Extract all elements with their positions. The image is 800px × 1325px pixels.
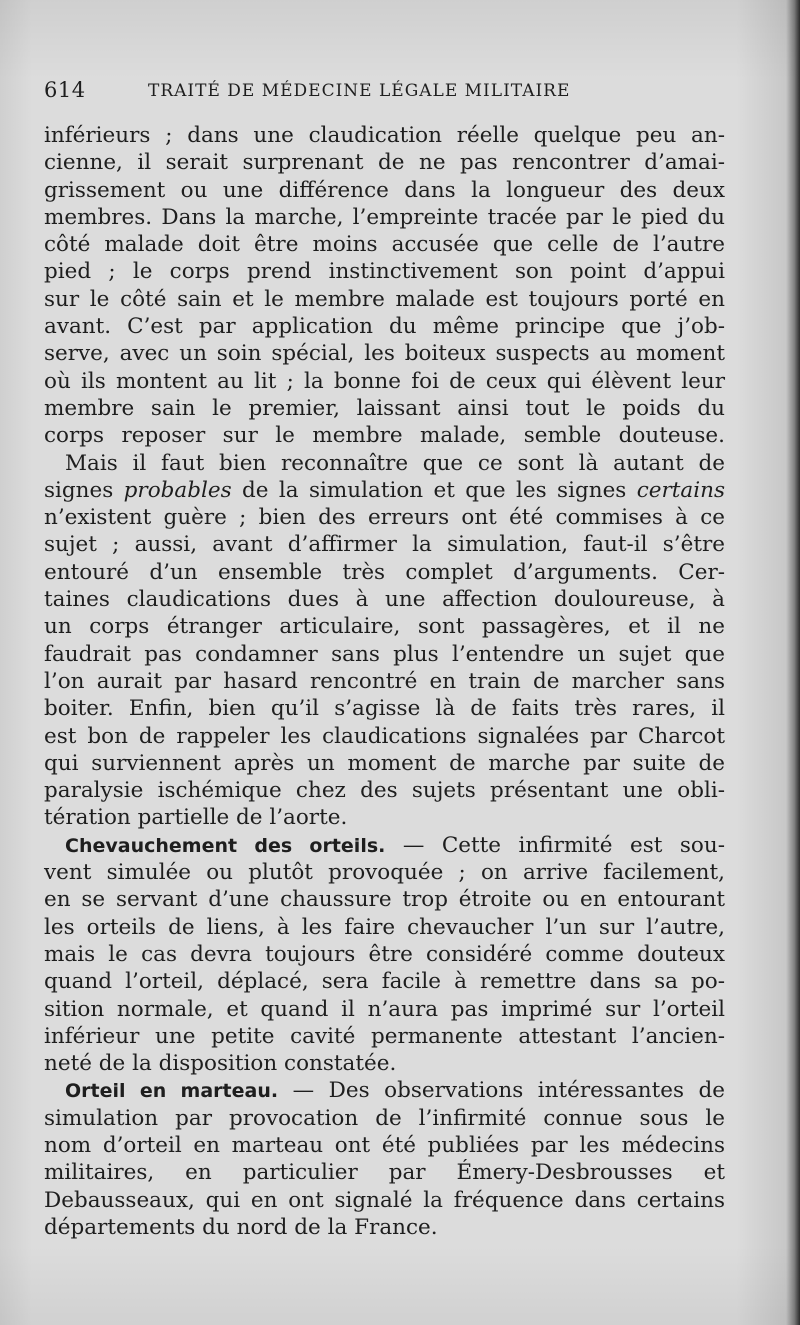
text-run: paralysie ischémique chez des sujets présentant une obli- [44,778,725,804]
text-run: membre sain le premier, laissant ainsi tout le poids du [44,395,725,421]
text-run: militaires, en particulier par Émery-Desbrousses et [44,1160,725,1186]
text-line [44,723,725,750]
text-line [44,204,725,231]
page-edge-shadow [786,0,800,1325]
text-run: tération partielle de l’aorte. [44,805,348,831]
text-run: boiter. Enfin, bien qu’il s’agisse là de faits très rares, il [44,696,725,722]
text-line [44,641,725,668]
text-line [44,1077,725,1104]
text-line [44,395,725,422]
text-run: sur le côté sain et le membre malade est toujours porté en [44,286,725,312]
text-line [44,695,725,722]
text-run: les orteils de liens, à les faire chevaucher l’un sur l’autre, [44,914,725,940]
text-run: où ils montent au lit ; la bonne foi de ceux qui élèvent leur [44,368,725,394]
text-line [44,968,725,995]
running-head: TRAITÉ DE MÉDECINE LÉGALE MILITAIRE [148,81,571,101]
text-run: avant. C’est par application du même principe que j’ob- [44,314,725,340]
section-heading: Chevauchement des orteils. [65,834,386,857]
text-run: qui surviennent après un moment de marche par suite de [44,750,725,776]
text-line [44,504,725,531]
text-run: taines claudications dues à une affection douloureuse, à [44,587,725,613]
text-line [44,422,725,449]
text-run: en se servant d’une chaussure trop étroite ou en entourant [44,887,725,913]
text-line [44,1187,725,1214]
text-line [44,804,725,831]
text-line [44,559,725,586]
body-text [44,122,725,1241]
text-line [44,1023,725,1050]
page-number: 614 [44,78,86,102]
text-line [44,368,725,395]
text-line [44,477,725,504]
text-run: quand l’orteil, déplacé, sera facile à remettre dans sa po- [44,969,725,995]
text-line [44,1105,725,1132]
text-run: sujet ; aussi, avant d’affirmer la simulation, faut-il s’être [44,532,725,558]
text-run: pied ; le corps prend instinctivement son point d’appui [44,259,725,285]
text-line [44,1050,725,1077]
text-line [44,996,725,1023]
text-line [44,340,725,367]
text-run: Debausseaux, qui en ont signalé la fréquence dans certains [44,1187,725,1213]
emphasis-text: certains [636,477,725,503]
text-run: est bon de rappeler les claudications signalées par Charcot [44,723,725,749]
text-run: mais le cas devra toujours être considéré comme douteux [44,941,725,967]
text-line [44,149,725,176]
text-line [44,313,725,340]
text-run: départements du nord de la France. [44,1214,438,1240]
text-run: membres. Dans la marche, l’empreinte tracée par le pied du [44,204,725,230]
text-run: signes [44,477,124,503]
text-line [44,914,725,941]
text-run: grissement ou une différence dans la longueur des deux [44,177,725,203]
text-run: un corps étranger articulaire, sont passagères, et il ne [44,614,725,640]
text-line [44,450,725,477]
text-run: simulation par provocation de l’infirmité connue sous le [44,1105,725,1131]
page-header [44,78,644,108]
text-line [44,177,725,204]
text-run: cienne, il serait surprenant de ne pas rencontrer d’amai- [44,150,725,176]
text-line [44,122,725,149]
text-line [44,1159,725,1186]
text-run: l’on aurait par hasard rencontré en train de marcher sans [44,668,725,694]
text-line [44,286,725,313]
text-run: sition normale, et quand il n’aura pas imprimé sur l’orteil [44,996,725,1022]
section-heading: Orteil en marteau. [65,1080,279,1103]
text-run: — Des observations intéressantes de [278,1078,726,1104]
text-line [44,941,725,968]
text-run: serve, avec un soin spécial, les boiteux suspects au moment [44,341,725,367]
text-line [44,750,725,777]
text-run: faudrait pas condamner sans plus l’entendre un sujet que [44,641,725,667]
text-run: corps reposer sur le membre malade, semble douteuse. [44,423,725,449]
text-line [44,777,725,804]
text-run: entouré d’un ensemble très complet d’arguments. Cer- [44,559,725,585]
text-line [44,258,725,285]
emphasis-text: probables [123,477,232,503]
text-line [44,613,725,640]
text-run: de la simulation et que les signes [231,477,637,503]
text-run: côté malade doit être moins accusée que celle de l’autre [44,232,725,258]
text-run: nom d’orteil en marteau ont été publiées par les médecins [44,1132,725,1158]
text-line [44,1132,725,1159]
text-run: — Cette infirmité est sou- [385,832,725,858]
text-run: n’existent guère ; bien des erreurs ont été commises à ce [44,505,725,531]
text-line [44,668,725,695]
text-line [44,231,725,258]
text-run: inférieurs ; dans une claudication réelle quelque peu an- [44,123,725,148]
text-line [44,531,725,558]
text-run: Mais il faut bien reconnaître que ce sont là autant de [65,450,725,476]
text-line [44,586,725,613]
text-run: neté de la disposition constatée. [44,1051,397,1077]
text-line [44,832,725,859]
text-line [44,859,725,886]
text-line [44,886,725,913]
text-run: inférieur une petite cavité permanente attestant l’ancien- [44,1023,725,1049]
text-line [44,1214,725,1241]
text-run: vent simulée ou plutôt provoquée ; on arrive facilement, [44,860,725,886]
